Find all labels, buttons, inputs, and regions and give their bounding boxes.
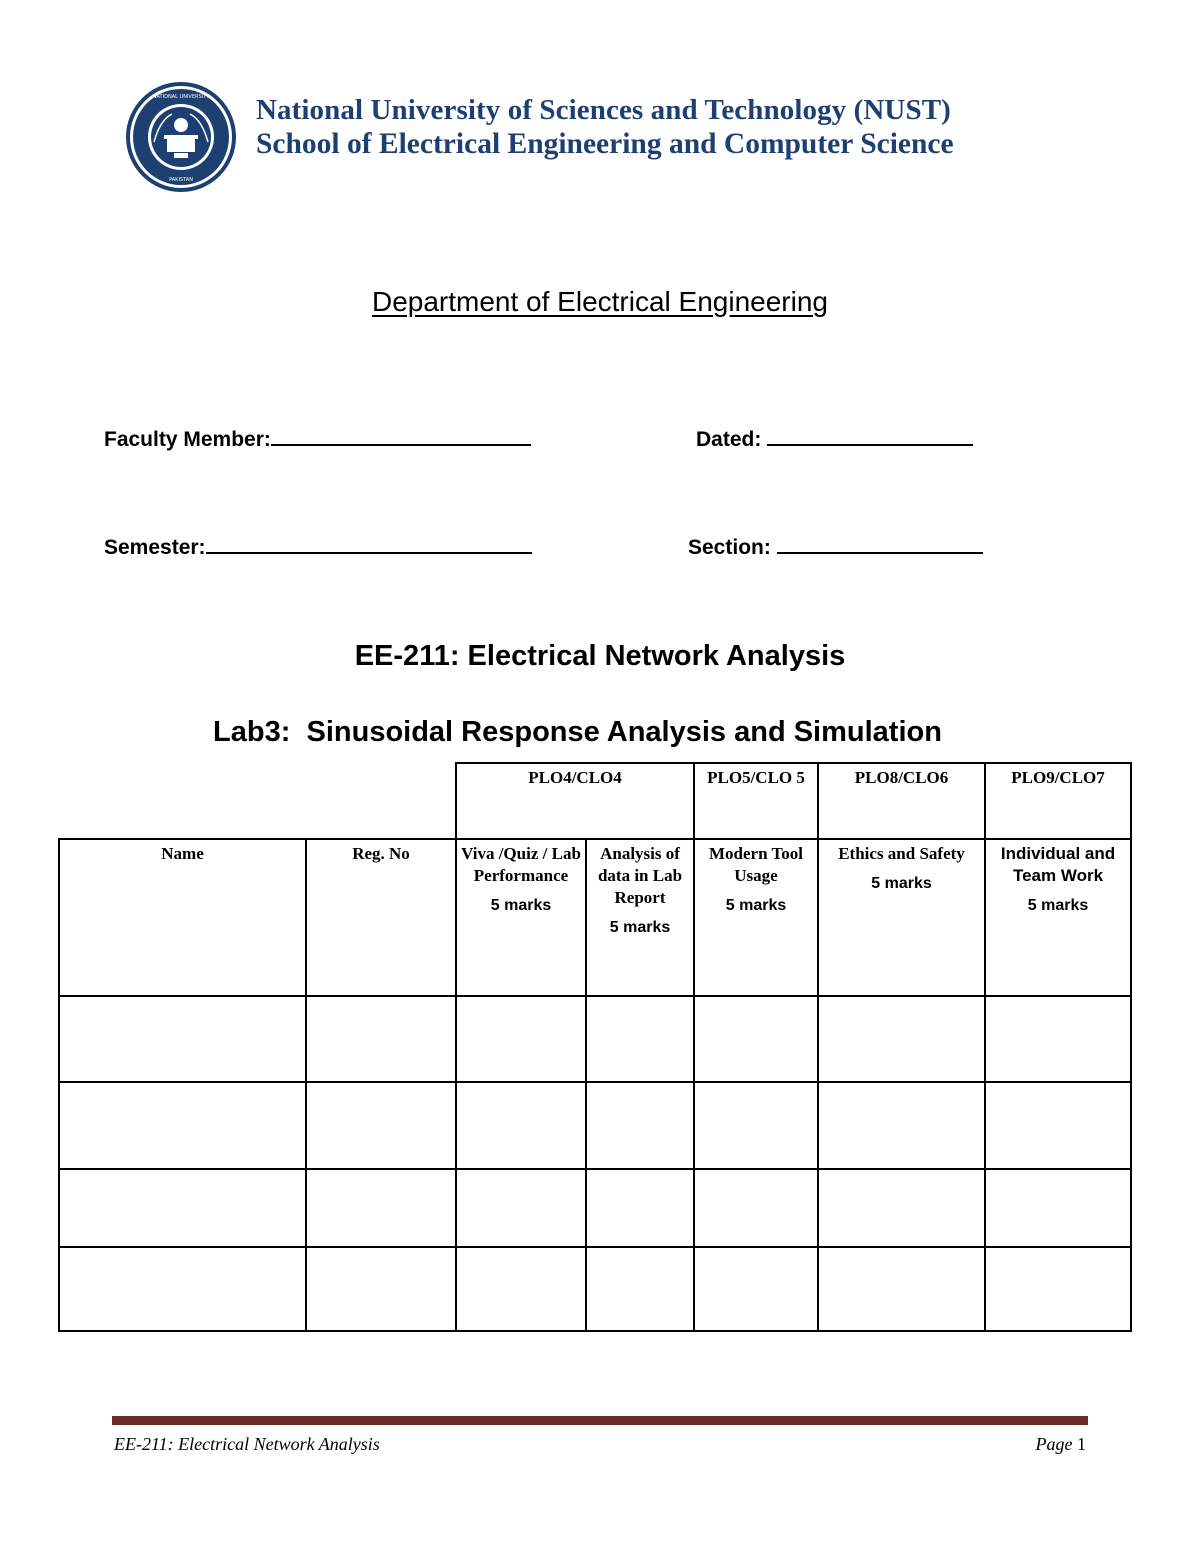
dated-blank[interactable] [767,426,973,446]
dated-field[interactable] [696,426,973,452]
name-cell[interactable] [59,1082,306,1169]
marks-label: 5 marks [725,897,787,914]
school-name: School of Electrical Engineering and Computer Science [256,128,954,160]
marks-label: 5 marks [871,875,932,892]
modern-tool-cell[interactable] [694,996,818,1082]
table-row [59,996,1131,1082]
grading-table [58,762,1132,1332]
name-cell[interactable] [59,996,306,1082]
ethics-cell[interactable] [818,1169,985,1247]
semester-label: Semester: [104,536,206,559]
name-cell[interactable] [59,1169,306,1247]
analysis-cell[interactable] [586,1169,694,1247]
col-header-ethics: Ethics and Safety 5 marks [818,839,985,996]
modern-tool-cell[interactable] [694,1169,818,1247]
teamwork-cell[interactable] [985,1247,1131,1331]
teamwork-cell[interactable] [985,1169,1131,1247]
reg-no-cell[interactable] [306,1247,456,1331]
col-header-viva: Viva /Quiz / Lab Performance 5 marks [456,839,586,996]
page-number: 1 [1077,1434,1086,1454]
reg-no-cell[interactable] [306,1169,456,1247]
svg-text:PAKISTAN: PAKISTAN [169,177,193,183]
footer-course-title: EE-211: Electrical Network Analysis [114,1434,380,1454]
course-title: EE-211: Electrical Network Analysis [354,640,846,672]
semester-field[interactable] [104,534,532,560]
faculty-member-label: Faculty Member: [104,428,271,451]
group-header-plo5: PLO5/CLO 5 [694,763,818,839]
viva-cell[interactable] [456,996,586,1082]
faculty-member-blank[interactable] [271,426,531,446]
viva-cell[interactable] [456,1247,586,1331]
footer-page-number [1036,1434,1086,1455]
table-row [59,1082,1131,1169]
dated-label: Dated: [696,428,762,451]
col-header-analysis: Analysis of data in Lab Report 5 marks [586,839,694,996]
table-row [59,1247,1131,1331]
university-name: National University of Sciences and Technology (NUST) [256,94,951,126]
marks-label: 5 marks [1027,897,1089,914]
reg-no-cell[interactable] [306,996,456,1082]
page-label: Page [1035,1434,1073,1454]
empty-header-cell [59,763,306,839]
ethics-cell[interactable] [818,1082,985,1169]
col-header-teamwork: Individual and Team Work 5 marks [985,839,1131,996]
analysis-cell[interactable] [586,996,694,1082]
section-field[interactable] [688,534,983,560]
column-header-row [59,839,1131,996]
analysis-cell[interactable] [586,1247,694,1331]
group-header-plo9: PLO9/CLO7 [985,763,1131,839]
viva-cell[interactable] [456,1082,586,1169]
nust-logo [124,80,238,194]
col-header-name: Name [59,839,306,996]
department-title: Department of Electrical Engineering [371,286,828,317]
section-blank[interactable] [777,534,983,554]
semester-blank[interactable] [206,534,532,554]
analysis-cell[interactable] [586,1082,694,1169]
name-cell[interactable] [59,1247,306,1331]
teamwork-cell[interactable] [985,1082,1131,1169]
group-header-plo8: PLO8/CLO6 [818,763,985,839]
footer-divider [112,1416,1088,1425]
section-label: Section: [688,536,771,559]
col-header-reg-no: Reg. No [306,839,456,996]
modern-tool-cell[interactable] [694,1082,818,1169]
svg-text:NATIONAL UNIVERSITY: NATIONAL UNIVERSITY [152,94,210,100]
ethics-cell[interactable] [818,996,985,1082]
marks-label: 5 marks [490,897,552,914]
group-header-row [59,763,1131,839]
col-header-modern-tool: Modern Tool Usage 5 marks [694,839,818,996]
group-header-plo4: PLO4/CLO4 [456,763,694,839]
reg-no-cell[interactable] [306,1082,456,1169]
teamwork-cell[interactable] [985,996,1131,1082]
empty-header-cell [306,763,456,839]
table-row [59,1169,1131,1247]
lab-title: Lab3: Sinusoidal Response Analysis and Simulation [213,716,942,748]
faculty-member-field[interactable] [104,426,531,452]
marks-label: 5 marks [609,919,671,936]
ethics-cell[interactable] [818,1247,985,1331]
viva-cell[interactable] [456,1169,586,1247]
modern-tool-cell[interactable] [694,1247,818,1331]
